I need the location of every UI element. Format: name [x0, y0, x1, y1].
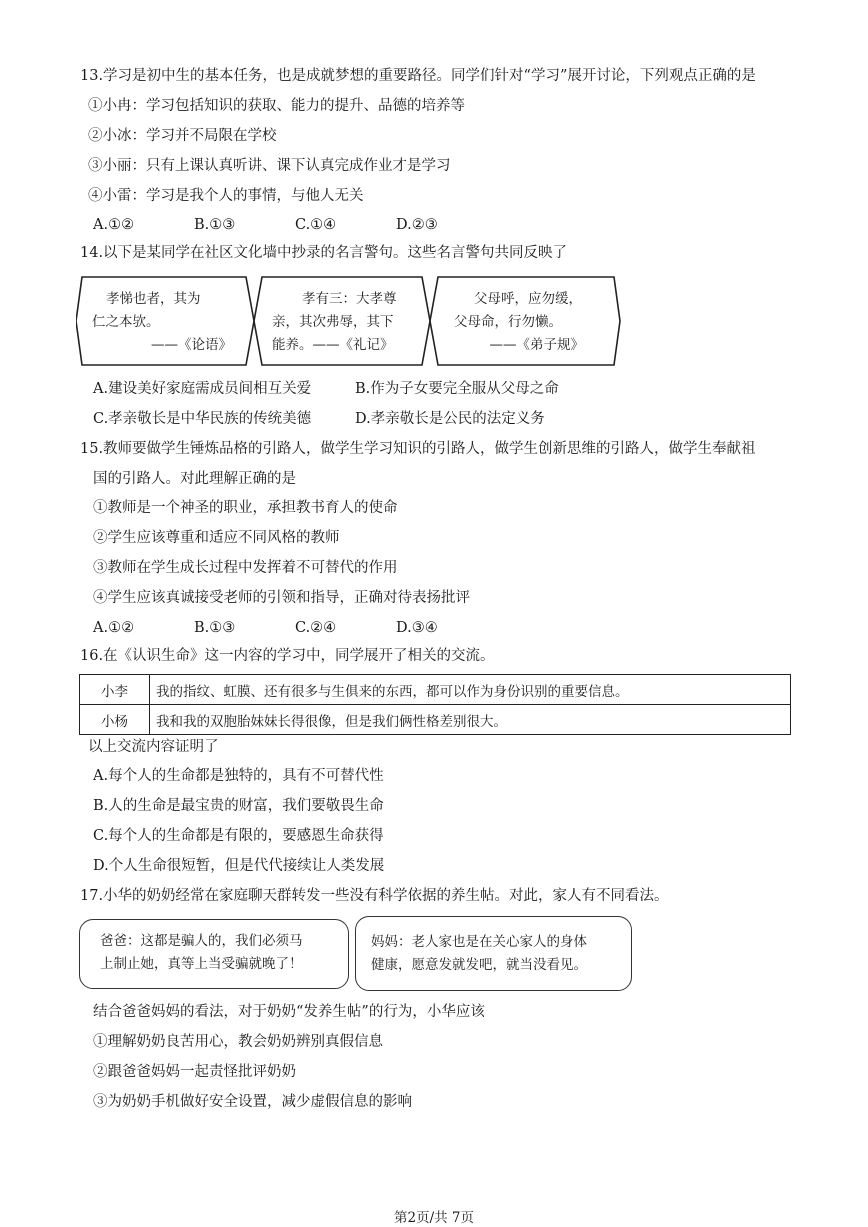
q15-item-3: ③教师在学生成长过程中发挥着不可替代的作用 [93, 560, 398, 576]
quote-source: ——《论语》 [151, 337, 232, 353]
quote-line: 亲，其次弗辱，其下 [272, 314, 394, 330]
dad-speech-bubble [79, 919, 349, 989]
quote-line: 父母呼，应勿缓， [474, 291, 582, 307]
q14-options-row1 [93, 379, 559, 399]
q13-option-d: D.②③ [396, 217, 438, 233]
q17-item-3: ③为奶奶手机做好安全设置，减少虚假信息的影响 [93, 1094, 412, 1110]
page-footer: 第2页/共 7页 [393, 1210, 475, 1226]
q15-option-b: B.①③ [194, 620, 236, 636]
q13-option-a: A.①② [93, 217, 135, 233]
q16-option-b: B.人的生命是最宝贵的财富，我们要敬畏生命 [93, 798, 384, 814]
q16-dialogue-table [79, 674, 791, 735]
q14-option-b: B.作为子女要完全服从父母之命 [355, 381, 559, 397]
q14-option-c: C.孝亲敬长是中华民族的传统美德 [93, 411, 312, 427]
speech-cell: 我和我的双胞胎妹妹长得很像，但是我们俩性格差别很大。 [150, 705, 791, 735]
q16-option-c: C.每个人的生命都是有限的，要感恩生命获得 [93, 828, 384, 844]
quote-line: 能养。——《礼记》 [272, 337, 394, 353]
q15-item-1: ①教师是一个神圣的职业，承担教书育人的使命 [93, 500, 398, 516]
q13-item-2: ②小冰：学习并不局限在学校 [88, 128, 277, 144]
q15-item-4: ④学生应该真诚接受老师的引领和指导，正确对待表扬批评 [93, 590, 470, 606]
q14-option-a: A.建设美好家庭需成员间相互关爱 [93, 381, 312, 397]
q15-option-a: A.①② [93, 620, 135, 636]
q15-option-d: D.③④ [396, 620, 438, 636]
q13-option-c: C.①④ [295, 217, 337, 233]
quote-card-lunyu [92, 288, 232, 357]
quote-line: 孝有三：大孝尊 [302, 291, 397, 307]
q14-option-d: D.孝亲敬长是公民的法定义务 [355, 411, 545, 427]
q17-stem: 17.小华的奶奶经常在家庭聊天群转发一些没有科学依据的养生帖。对此，家人有不同看法。 [80, 888, 669, 904]
q16-option-d: D.个人生命很短暂，但是代代接续让人类发展 [93, 858, 385, 874]
q13-options [93, 215, 438, 235]
q16-stem: 16.在《认识生命》这一内容的学习中，同学展开了相关的交流。 [80, 648, 495, 664]
bubble-line: 健康，愿意发就发吧，就当没看见。 [371, 957, 587, 973]
q16-option-a: A.每个人的生命都是独特的，具有不可替代性 [93, 768, 384, 784]
speech-cell: 我的指纹、虹膜、还有很多与生俱来的东西，都可以作为身份识别的重要信息。 [150, 675, 791, 705]
q14-stem: 14.以下是某同学在社区文化墙中抄录的名言警句。这些名言警句共同反映了 [80, 245, 568, 261]
q16-lead: 以上交流内容证明了 [88, 739, 219, 755]
mom-speech-bubble [355, 916, 632, 991]
speaker-cell: 小杨 [80, 705, 150, 735]
q17-item-2: ②跟爸爸妈妈一起责怪批评奶奶 [93, 1064, 296, 1080]
speaker-cell: 小李 [80, 675, 150, 705]
q15-item-2: ②学生应该尊重和适应不同风格的教师 [93, 530, 340, 546]
quote-source: ——《弟子规》 [489, 337, 584, 353]
q15-options [93, 618, 438, 638]
q14-options-row2 [93, 409, 545, 429]
q13-stem: 13.学习是初中生的基本任务，也是成就梦想的重要路径。同学们针对“学习”展开讨论，下列观点正确的是 [80, 68, 756, 84]
quote-line: 孝悌也者，其为 [106, 291, 201, 307]
bubble-line: 上制止她，真等上当受骗就晚了！ [100, 956, 303, 972]
bubble-line: 爸爸：这都是骗人的，我们必须马 [100, 933, 303, 949]
quote-card-dizigui [454, 288, 584, 357]
quote-card-liji [272, 288, 420, 357]
bubble-line: 妈妈：老人家也是在关心家人的身体 [371, 934, 587, 950]
q13-option-b: B.①③ [194, 217, 236, 233]
quote-line: 父母命，行勿懒。 [454, 314, 562, 330]
q15-stem-line1: 15.教师要做学生锤炼品格的引路人，做学生学习知识的引路人，做学生创新思维的引路人，做学生奉献祖 [80, 441, 756, 457]
q13-item-4: ④小雷：学习是我个人的事情，与他人无关 [88, 188, 364, 204]
q17-item-1: ①理解奶奶良苦用心，教会奶奶辨别真假信息 [93, 1034, 383, 1050]
q15-option-c: C.②④ [295, 620, 337, 636]
q13-item-3: ③小丽：只有上课认真听讲、课下认真完成作业才是学习 [88, 158, 451, 174]
q17-lead: 结合爸爸妈妈的看法，对于奶奶“发养生帖”的行为，小华应该 [93, 1004, 485, 1020]
q13-item-1: ①小冉：学习包括知识的获取、能力的提升、品德的培养等 [88, 98, 465, 114]
table-row [80, 705, 791, 735]
table-row [80, 675, 791, 705]
q15-stem-line2: 国的引路人。对此理解正确的是 [93, 471, 296, 487]
quote-line: 仁之本欤。 [92, 314, 160, 330]
